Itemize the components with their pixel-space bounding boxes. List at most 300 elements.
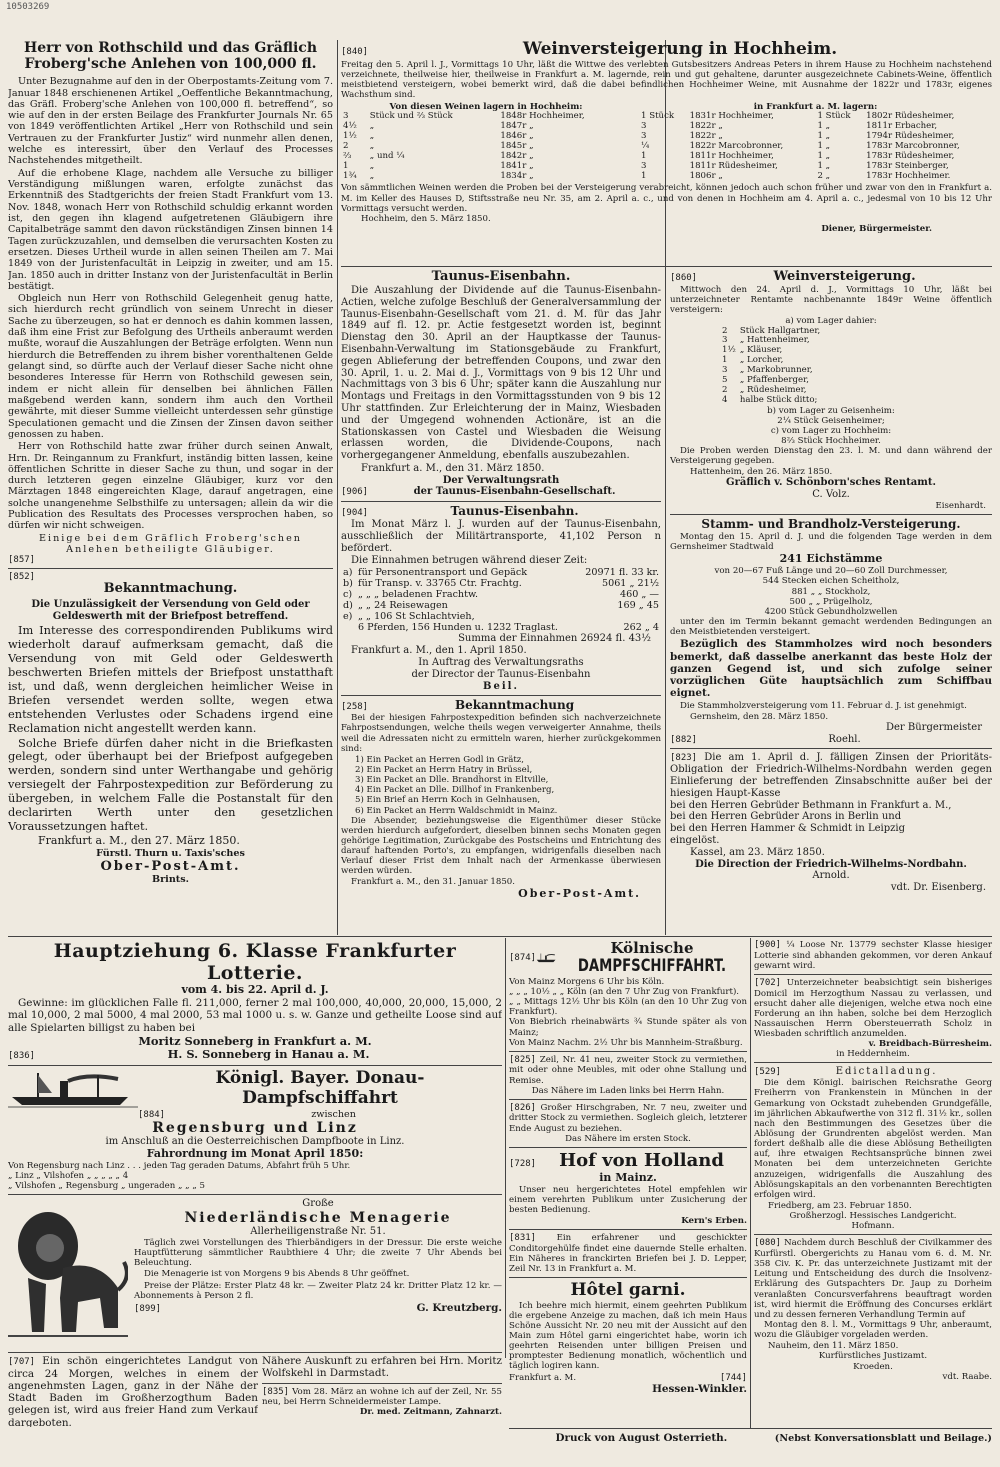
qty: ¼ xyxy=(641,140,650,151)
table-row xyxy=(341,162,631,172)
nordbahn-signature: vdt. Dr. Eisenberg. xyxy=(890,882,986,894)
wine: 1802r Rüdesheimer, xyxy=(866,111,955,122)
nauheim-signature: vdt. Raabe. xyxy=(942,1371,992,1382)
qty: 1 xyxy=(641,150,647,161)
menagerie-address: Allerheiligenstraße Nr. 51. xyxy=(250,1226,386,1238)
bekanntmachung2-body xyxy=(341,713,661,754)
landgut-info-text: Nähere Auskunft zu erfahren bei Hrn. Moritz Wolfskehl in Darmstadt. xyxy=(262,1355,502,1380)
bekanntmachung-body xyxy=(8,624,333,834)
table-row xyxy=(341,611,661,622)
garni-body xyxy=(509,1301,747,1372)
separator xyxy=(670,748,992,749)
rothschild-signature: Anlehen betheiligte Gläubiger. xyxy=(66,544,275,555)
holz-paragraph: Bezüglich des Stammholzes wird noch besonders bemerkt, daß dasselbe anerkannt das beste Holz der ganzen Gegend ist, und sich zufolge seiner vorzüglichen Güte hauptsächlich zum Schiffbau eignet. xyxy=(670,638,992,700)
rothschild-signature: Einige bei dem Gräflich Froberg'schen xyxy=(39,532,302,544)
wine: 1811r Rüdesheimer, xyxy=(689,160,778,171)
menagerie-paragraph: Täglich zwei Vorstellungen des Thierbändigers in der Dressur. Die erste weiche Hauptfütterung sämmtlicher Raubthiere 4 Uhr; die zweite 7 Uhr Abends bei Beleuchtung. xyxy=(134,1237,502,1269)
ad-number: [823] xyxy=(670,753,698,764)
cell: für Transp. v. 33765 Ctr. Frachtg. xyxy=(358,578,522,590)
wine: 1783r Rüdesheimer, xyxy=(866,150,955,161)
menagerie-body xyxy=(134,1269,502,1279)
zeil-info: Das Nähere im Laden links bei Herrn Hahn. xyxy=(531,1085,725,1096)
nauheim-body xyxy=(754,1238,992,1320)
column-3 xyxy=(670,270,992,935)
taunus2-date: Frankfurt a. M., den 1. April 1850. xyxy=(351,645,527,657)
taunus2-paragraph: Im Monat März l. J. wurden auf der Taunus-Eisenbahn, ausschließlich der Militärtransporte, 41,102 Person n befördert. xyxy=(341,519,661,554)
ad-number: [728] xyxy=(509,1158,537,1169)
ad-number: [080] xyxy=(754,1238,782,1249)
cell xyxy=(577,611,661,622)
holz-body xyxy=(670,617,992,637)
separator xyxy=(754,974,992,975)
holland-signature: Kern's Erben. xyxy=(681,1215,747,1226)
taunus-title: Taunus-Eisenbahn. xyxy=(431,270,571,284)
weinversteigerung-title: Weinversteigerung. xyxy=(773,270,916,284)
weinversteigerung-paragraph: Die Proben werden Dienstag den 23. l. M. und dann während der Versteigerung gegeben. xyxy=(670,446,992,467)
weinversteigerung-intro xyxy=(670,285,992,315)
qty: 1½ xyxy=(722,345,736,356)
holz-list xyxy=(670,566,992,617)
ad-number: [906] xyxy=(341,487,369,498)
qty: 4½ xyxy=(343,121,357,132)
qty: 2 xyxy=(343,140,349,151)
separator xyxy=(341,695,661,696)
bekanntmachung2-items xyxy=(341,755,661,816)
ad-number: [836] xyxy=(8,1051,36,1062)
lotterie-title: Hauptziehung 6. Klasse Frankfurter Lotterie. xyxy=(53,940,457,984)
donau-schedule xyxy=(8,1161,502,1191)
qty: 3 xyxy=(641,131,647,141)
cell: e) xyxy=(343,611,353,623)
garni-place: Frankfurt a. M. xyxy=(509,1372,577,1383)
holz-signature: Der Bürgermeister xyxy=(885,721,982,733)
section-rule xyxy=(509,1428,992,1429)
bekanntmachung-signature: Fürstl. Thurn u. Taxis'sches xyxy=(96,847,245,859)
loose-paragraph: ¼ Loose Nr. 13779 sechster Klasse hiesiger Lotterie sind abhanden gekommen, vor deren Ankauf gewarnt wird. xyxy=(754,940,992,971)
ad-number: [702] xyxy=(754,977,782,988)
lotterie-seller: Moritz Sonneberg in Frankfurt a. M. xyxy=(138,1033,372,1048)
bekanntmachung2-body xyxy=(341,816,661,877)
list-item: 6) Ein Packet an Herrn Waldschmidt in Mainz. xyxy=(355,805,558,816)
taunus-signature: Der Verwaltungsrath xyxy=(442,474,560,486)
bottom-right xyxy=(754,940,992,1430)
list-item: bei den Herren Hammer & Schmidt in Leipzig xyxy=(670,823,905,835)
table-row xyxy=(341,152,631,162)
holz-signature: Roehl. xyxy=(828,733,861,745)
nauheim-signature: Kroeden. xyxy=(853,1361,893,1372)
bekanntmachung-paragraph: Im Interesse des correspondirenden Publikums wird wiederholt darauf aufmerksam gemacht, daß die Versendung von mit Geld oder Geldeswerth beschwerten Briefen mittels der Briefpost unstatthaft ist, und daß, wenn dergleichen heimlicher Weise in Briefen versendet werden sollte, wegen etwa entstehenden Verlustes oder Schadens irgend eine Reclamation nicht angestellt werden kann. xyxy=(8,623,333,735)
holz-body xyxy=(670,701,992,711)
koeln-title: Kölnische xyxy=(610,940,694,957)
weinversteigerung-item: 8⅔ Stück Hochheimer. xyxy=(781,435,881,446)
wine: 1834r „ xyxy=(500,170,534,181)
lion-icon xyxy=(8,1198,128,1348)
edict-body xyxy=(754,1078,992,1200)
hirschgraben-body xyxy=(509,1103,747,1134)
ad-number: [884] xyxy=(138,1109,166,1120)
table-row xyxy=(341,172,631,182)
edict-signature: Hofmann. xyxy=(851,1221,895,1232)
nauheim-body xyxy=(754,1320,992,1340)
cell: a) xyxy=(343,567,353,579)
column-1 xyxy=(8,40,333,935)
ad-number: [874] xyxy=(509,953,537,964)
bekanntmachung-title: Bekanntmachung. xyxy=(103,581,238,597)
wine-list-frankfurt-head: in Frankfurt a. M. lagern: xyxy=(753,102,878,113)
list-item: Von Regensburg nach Linz . . . jeden Tag geraden Datums, Abfahrt früh 5 Uhr. xyxy=(8,1160,351,1171)
weinversteigerung-section-head: c) vom Lager zu Hochheim: xyxy=(770,425,892,436)
wine-auction-date: Hochheim, den 5. März 1850. xyxy=(361,213,491,224)
nordbahn-signature: Arnold. xyxy=(812,870,850,882)
list-item: Von Mainz Morgens 6 Uhr bis Köln. xyxy=(509,976,665,987)
cell: b) xyxy=(343,578,353,590)
bekanntmachung2-paragraph: Die Absender, beziehungsweise die Eigenthümer dieser Stücke werden hierdurch aufgefordert, dieselben binnen sechs Monaten gegen gehörige Legitimation, Zurückgabe des Postscheins und Entrichtung des darauf haftenden Porto's, zu empfangen, widrigenfalls dieselben nach Verlauf dieser Frist dem Inhalt nach der Armenkasse überwiesen werden würden. xyxy=(341,815,661,877)
nauheim-paragraph: Montag den 8. l. M., Vormittags 9 Uhr, anberaumt, wozu die Gläubiger vorgeladen werden. xyxy=(754,1319,992,1341)
taunus-paragraph: Die Auszahlung der Dividende auf die Taunus-Eisenbahn-Actien, welche zufolge Beschluß der Generalversammlung der Taunus-Eisenbahn-Gesellschaft vom 21. d. M. für das Jahr 1849 auf fl. 12. pr. Actie festgesetzt worden ist, beginnt Dienstag den 30. April an der Hauptkasse der Taunus-Eisenbahn-Verwaltung im Stationsgebäude zu Frankfurt, gegen Ablieferung der betreffenden Coupons, und zwar den 30. April, 1. u. 2. Mai d. J., Vormittags von 9 bis 12 Uhr und Nachmittags von 3 bis 6 Uhr; später kann die Auszahlung nur Montags und Freitags in den Vormittagsstunden von 9 bis 12 Uhr stattfinden. Zur Erleichterung der in Mainz, Wiesbaden und der Umgegend wohnenden Actionäre, ist an die Stationskassen von Castel und Wiesbaden die Weisung erlassen worden, die Dividende-Coupons, nach vorhergegangener Anmeldung, ebenfalls auszubezahlen. xyxy=(341,284,661,462)
list-item: „ Linz „ Vilshofen „ „ „ „ „ 4 xyxy=(8,1170,129,1181)
qty: 1 „ xyxy=(817,140,831,151)
holland-title: Hof von Holland xyxy=(559,1149,724,1171)
qty: 1 Stück xyxy=(641,111,675,122)
ad-number: [258] xyxy=(341,702,369,713)
wine-list-frankfurt xyxy=(639,112,992,181)
list-item: 881 „ „ Stockholz, xyxy=(791,586,871,597)
bottom-left xyxy=(8,940,502,1365)
ad-number: [852] xyxy=(8,572,36,583)
table-row xyxy=(341,589,661,600)
bekanntmachung-subtitle: Die Unzulässigkeit der Versendung von Geld oder Geldeswerth mit der Briefpost betreffend. xyxy=(31,599,310,622)
wine: 1783r Hochheimer. xyxy=(866,170,951,181)
list-item: bei den Herren Gebrüder Bethmann in Frankfurt a. M., xyxy=(670,799,952,811)
ad-number: [904] xyxy=(341,508,369,519)
qty: 1¾ xyxy=(343,170,357,181)
wine-list-hochheim xyxy=(341,112,631,181)
zahnarzt-body xyxy=(262,1387,502,1408)
ad-number: [744] xyxy=(719,1372,747,1383)
separator xyxy=(8,1065,502,1066)
ad-number: [860] xyxy=(670,273,698,283)
separator xyxy=(509,1099,747,1100)
hirschgraben-paragraph: Großer Hirschgraben, Nr. 7 neu, zweiter und dritter Stock zu vermiethen. Sogleich gleich, letzterer Ende August zu beziehen. xyxy=(509,1102,747,1134)
qty: 1 xyxy=(641,170,647,181)
wine: 1783r Marcobronner, xyxy=(866,140,960,151)
taunus2-sum: Summa der Einnahmen 26924 fl. 43½ xyxy=(458,633,651,645)
wine: 1846r „ xyxy=(500,131,534,141)
table-row xyxy=(341,112,631,122)
qty: 3 xyxy=(343,111,349,122)
list-item: 3) Ein Packet an Dlle. Brandhorst in Eltville, xyxy=(355,775,549,786)
holz-date: Gernsheim, den 28. März 1850. xyxy=(690,711,829,722)
ad-number: [529] xyxy=(754,1067,782,1078)
landgut-body xyxy=(8,1355,258,1427)
wine: „ Markobrunner, xyxy=(739,365,813,375)
heddernheim-body xyxy=(754,978,992,1039)
table-row xyxy=(341,132,631,142)
holz-bold-note xyxy=(670,638,992,699)
holz-paragraph: Die Stammholzversteigerung vom 11. Februar d. J. ist genehmigt. xyxy=(680,700,967,711)
donau-subtitle: im Anschluß an die Oesterreichischen Dampfboote in Linz. xyxy=(105,1136,405,1148)
qty: 1 „ xyxy=(817,150,831,161)
cell: 460 „ — xyxy=(620,589,659,601)
donau-route: Regensburg und Linz xyxy=(152,1119,358,1136)
qty: 5 xyxy=(722,374,728,385)
nordbahn-body xyxy=(670,752,992,799)
taunus2-body xyxy=(341,519,661,554)
wine: „ Lorcher, xyxy=(739,355,784,366)
wine: 1848r Hochheimer, xyxy=(500,111,585,122)
donau-zwischen: zwischen xyxy=(311,1108,356,1120)
list-item: „ „ „ 10½ „ „ Köln (an den 7 Uhr Zug von Frankfurt). xyxy=(509,986,740,997)
heddernheim-signature: v. Breidbach-Bürresheim. xyxy=(868,1039,992,1050)
list-item: 2) Ein Packet an Herrn Hatry in Brüssel, xyxy=(355,764,533,775)
edict-title: Edictalladung. xyxy=(835,1066,938,1078)
edict-paragraph: Die dem Königl. bairischen Reichsrathe Georg Freiherrn von Frankenstein in München in der Gemarkung von Ockstadt zuhebenden Grundgefälle, im jährlichen Abkaufwerthe von 312 fl. 31½ kr., sollen nach den Bestimmungen des Gesetzes über die Ablösung der Grundrenten abgelöst werden. Man fordert deßhalb alle die diese Ablösung Betheiligten auf, ihre etwaigen Rechtsansprüche binnen zwei Monaten bei dem unterzeichneten Gerichte anzuzeigen, widrigenfalls die Auszahlung des Ablösungskapitals an den vorbenannten Berechtigten erfolgen wird. xyxy=(754,1078,992,1200)
qty: 2 „ xyxy=(817,170,831,181)
bottom-middle xyxy=(509,940,747,1430)
garni-title: Hôtel garni. xyxy=(570,1280,686,1301)
wine: „ Pfaffenberger, xyxy=(739,374,809,385)
cell: für Personentransport und Gepäck xyxy=(358,567,528,579)
garni-paragraph: Ich beehre mich hiermit, einem geehrten Publikum die ergebene Anzeige zu machen, daß ich mein Haus Schöne Aussicht Nr. 20 neu mit der Aussicht auf den Main zum Hôtel garni eingerichtet habe, worin ich geehrten Reisenden unter billigen Preisen und promptester Bedienung monatlich, wöchentlich und täglich logiren kann. xyxy=(509,1300,747,1372)
supplement-note: (Nebst Konversationsblatt und Beilage.) xyxy=(774,1433,992,1444)
menagerie-paragraph: Die Menagerie ist von Morgens 9 bis Abends 8 Uhr geöffnet. xyxy=(144,1269,410,1280)
section-rule xyxy=(8,1352,502,1353)
separator xyxy=(8,568,333,569)
qty: 3 xyxy=(641,160,647,171)
cell: c) xyxy=(343,589,353,601)
menagerie-signature: G. Kreutzberg. xyxy=(416,1301,502,1314)
heddernheim-signature: in Heddernheim. xyxy=(836,1049,910,1060)
cell: 20971 fl. 33 kr. xyxy=(585,567,659,579)
conditor-paragraph: Ein erfahrener und geschickter Conditorgehülfe findet eine dauernde Stelle erhalten. Ein Näheres in franckirten Briefen bei J. D. Lepper, Zeil Nr. 13 in Frankfurt a. M. xyxy=(509,1233,747,1274)
lotterie-dates: vom 4. bis 22. April d. J. xyxy=(181,983,329,996)
menagerie-title: Niederländische Menagerie xyxy=(184,1210,452,1227)
zeil-paragraph: Zeil, Nr. 41 neu, zweiter Stock zu vermiethen, mit oder ohne Meubles, mit oder ohne Stallung und Remise. xyxy=(509,1054,747,1086)
wine: 1842r „ xyxy=(500,150,534,161)
steamship-icon xyxy=(536,943,557,973)
qty: 3 xyxy=(641,121,647,132)
wine: 1847r „ xyxy=(500,121,534,132)
taunus-signature: der Taunus-Eisenbahn-Gesellschaft. xyxy=(413,486,616,498)
bekanntmachung-paragraph: Solche Briefe dürfen daher nicht in die Briefkasten gelegt, oder überhaupt bei der Briefpost aufgegeben werden, sondern sind unter Werthangabe und gehörig versiegelt der Fahrpostexpedition zur Beförderung zu übergeben, in welchem Falle die Postanstalt für den declarirten Werth unter den gesetzlichen Voraussetzungen haftet. xyxy=(8,735,333,833)
ad-number: [825] xyxy=(509,1054,537,1065)
cell: „ „ 106 St Schlachtvieh, xyxy=(358,611,475,623)
wine: halbe Stück ditto; xyxy=(739,394,818,405)
nauheim-paragraph: Nachdem durch Beschluß der Civilkammer des Kurfürstl. Obergerichts zu Hanau vom 6. d. M. Nr. 358 Civ. K. Pr. das unterzeichnete Justizamt mit der Leitung und Entscheidung des durch die Insolvenz-Erklärung des Gutspachters Dr. Jaup zu Dorheim veranlaßten Concursverfahrens beauftragt worden ist, wird hiermit die Eröffnung des Concurses erklärt und zu dessen ferneren Verhandlung Termin auf xyxy=(754,1238,992,1320)
wine: „ Kläuser, xyxy=(739,345,783,356)
wine-auction-footer: Von sämmtlichen Weinen werden die Proben bei der Versteigerung verabreicht, können jedoch auch schon früher und zwar von den in Frankfurt a. M. im Keller des Hauses D, Stiftsstraße neu Nr. 35, am 2. April a. c., und von denen in Hochheim am 4. April a. c., jedesmal von 10 bis 12 Uhr Vormittags versucht werden. xyxy=(341,183,992,214)
wine: „ Hattenheimer, xyxy=(739,335,810,346)
nauheim-date: Nauheim, den 11. März 1850. xyxy=(768,1341,899,1352)
wine: 1806r „ xyxy=(689,170,723,181)
rothschild-paragraph: Unter Bezugnahme auf den in der Oberpostamts-Zeitung vom 7. Januar 1848 erschienenen Artikel „Oeffentliche Bekanntmachung, das Gräfl. Froberg'sche Anlehen von 100,000 fl. betreffend“, so wie auf den in der ersten Beilage des Frankfurter Journals Nr. 65 von 1849 veröffentlichten Artikel „Herr von Rothschild und sein Vertrauen zu der Frankfurter Justiz“ wird nunmehr allen denen, welche es interessirt, über den Verlauf des Processes Nachstehendes mitgetheilt. xyxy=(8,76,333,167)
qty: 1 xyxy=(343,160,349,171)
menagerie-title: Große xyxy=(302,1198,334,1210)
printer-imprint: Druck von August Osterrieth. xyxy=(555,1432,728,1444)
wine: „ Rüdesheimer, xyxy=(739,384,807,395)
ad-number: [835] xyxy=(262,1386,290,1397)
cell: 5061 „ 21½ xyxy=(602,578,659,590)
taunus-body xyxy=(341,285,661,462)
list-item: Von Biebrich rheinabwärts ¾ Stunde später als von Mainz; xyxy=(509,1017,747,1038)
list-item: 4200 Stück Gebundholzwellen xyxy=(764,606,898,617)
unit: „ xyxy=(369,140,375,151)
landgut-info xyxy=(262,1355,502,1427)
separator xyxy=(8,1194,502,1195)
unit: Stück und ⅔ Stück xyxy=(369,111,453,122)
column-rule xyxy=(337,40,338,935)
ad-number: [707] xyxy=(8,1357,36,1367)
hirschgraben-info: Das Nähere im ersten Stock. xyxy=(565,1133,691,1144)
rothschild-title: Herr von Rothschild und das Gräflich Froberg'sche Anlehen von 100,000 fl. xyxy=(23,40,318,73)
holland-body xyxy=(509,1185,747,1215)
taunus2-signature: Beil. xyxy=(483,680,519,692)
ad-number: [826] xyxy=(509,1102,537,1113)
section-rule xyxy=(8,936,992,937)
menagerie-paragraph: Preise der Plätze: Erster Platz 48 kr. — Zweiter Platz 24 kr. Dritter Platz 12 kr. — Abonnements à Person 2 fl. xyxy=(134,1280,502,1301)
edict-date: Friedberg, am 23. Februar 1850. xyxy=(768,1200,912,1211)
ad-number: [831] xyxy=(509,1233,537,1244)
steamship-icon xyxy=(8,1069,138,1109)
qty: 2 xyxy=(722,325,728,336)
cell: 6 Pferden, 156 Hunden u. 1232 Traglast. xyxy=(358,622,558,634)
table-row xyxy=(341,567,661,578)
qty: 1 „ xyxy=(817,121,831,132)
cell xyxy=(341,622,356,633)
nordbahn-date: Kassel, am 23. März 1850. xyxy=(690,846,825,858)
weinversteigerung-date: Hattenheim, den 26. März 1850. xyxy=(690,467,833,478)
unit: „ und ¼ xyxy=(369,150,405,161)
ad-number: [882] xyxy=(670,734,698,745)
separator xyxy=(754,1062,992,1063)
holland-subtitle: in Mainz. xyxy=(599,1170,657,1184)
wine: 1841r „ xyxy=(500,160,534,171)
list-item: 544 Stecken eichen Scheitholz, xyxy=(762,576,900,587)
wine: 1822r „ xyxy=(689,131,723,141)
landgut-paragraph: Ein schön eingerichtetes Landgut von circa 24 Morgen, welches in einem der angenehmsten Lagen, ganz in der Nähe der Stadt Baden im Großherzogthum Baden gelegen ist, wird aus freier Hand zum Verkauf dargeboten. xyxy=(8,1355,258,1427)
wine-list-hochheim-head: Von diesen Weinen lagern in Hochheim: xyxy=(389,102,583,113)
column-rule xyxy=(505,938,506,1358)
nordbahn-signature: Die Direction der Friedrich-Wilhelms-Nordbahn. xyxy=(695,858,967,870)
holland-paragraph: Unser neu hergerichtetes Hotel empfehlen wir einem verehrten Publikum unter Zusicherung der besten Bedienung. xyxy=(509,1184,747,1215)
nordbahn-list xyxy=(670,800,992,835)
qty: 1 Stück xyxy=(817,111,851,122)
bekanntmachung2-date: Frankfurt a. M., den 31. Januar 1850. xyxy=(351,877,515,888)
qty: 1 „ xyxy=(817,160,831,171)
footer xyxy=(8,1432,992,1456)
loose-body xyxy=(754,940,992,971)
bekanntmachung-signature: Ober-Post-Amt. xyxy=(100,859,241,875)
weinversteigerung-signature: Gräflich v. Schönborn'sches Rentamt. xyxy=(726,477,936,489)
list-item: 4) Ein Packet an Dlle. Dillhof in Frankenberg, xyxy=(355,785,555,796)
list-item: 1) Ein Packet an Herren Godl in Grätz, xyxy=(355,754,525,765)
unit: „ xyxy=(369,131,375,141)
list-item: 500 „ „ Prügelholz, xyxy=(789,596,873,607)
cell: 262 „ 4 xyxy=(623,622,659,634)
wine-auction-intro: Freitag den 5. April l. J., Vormittags 10 Uhr, läßt die Wittwe des verlebten Gutsbesitzers Andreas Peters in ihrem Hause zu Hochheim nachstehend verzeichnete, theilweise hier, theilweise in Frankfurt a. M. lagernde, rein und gut gehaltene, darunter ausgezeichnete Cabinets-Weine, öffentlich meistbietend versteigern, wobei bemerkt wird, daß die dabei befindlichen Hochheimer Weine, mit Ausnahme der 1822r und 1783r, eigenes Wachsthum sind. xyxy=(341,59,992,100)
zeil-body xyxy=(509,1055,747,1086)
weinversteigerung-footer xyxy=(670,446,992,466)
donau-schedule-title: Fahrordnung im Monat April 1850: xyxy=(146,1146,364,1160)
separator xyxy=(670,514,992,515)
qty: 1½ xyxy=(343,131,357,141)
table-row xyxy=(341,600,661,611)
taunus2-title: Taunus-Eisenbahn. xyxy=(450,504,579,519)
separator xyxy=(262,1383,502,1384)
heddernheim-paragraph: Unterzeichneter beabsichtigt sein bisheriges Domicil im Herzogthum Nassau zu verlassen, und ersucht daher alle diejenigen, welche etwa noch eine Forderung an ihn haben, solche bei dem Herzoglich Nassauischen Herrn Obersteuerrath Scholz in Wiesbaden schriftlich anzumelden. xyxy=(754,977,992,1040)
wine: 1811r Erbacher, xyxy=(866,121,938,132)
wine: 1845r „ xyxy=(500,140,534,151)
nordbahn-paragraph: Die am 1. April d. J. fälligen Zinsen der Prioritäts-Obligation der Friedrich-Wilhelms-Nordbahn werden gegen Einlieferung der betreffenden Zinsabschnitte außer bei der hiesigen Haupt-Kasse xyxy=(670,752,992,799)
wine: 1831r Hochheimer, xyxy=(689,111,774,122)
holz-title: Stamm- und Brandholz-Versteigerung. xyxy=(701,517,961,532)
nordbahn-body: eingelöst. xyxy=(670,835,720,847)
menagerie-body xyxy=(134,1238,502,1268)
ad-number: [900] xyxy=(754,940,782,950)
rothschild-paragraph: Herr von Rothschild hatte zwar früher durch seinen Anwalt, Hrn. Dr. Reingannum zu Frankfurt, inständig bitten lassen, keine öffentlichen Schritte in dieser Sache zu thun, und sogar in der durch letzteren gegen einzelne Gläubiger, kurz vor den Märztagen 1848 eingereichten Klage, darauf angetragen, eine solche unangenehme Selbsthilfe zu untersagen; allein da wir die Publication des Resultats des Processes versprochen haben, so dürfen wir nicht schweigen. xyxy=(8,441,333,532)
unit: „ xyxy=(369,170,375,181)
table-row xyxy=(341,622,661,633)
conditor-body xyxy=(509,1233,747,1274)
bekanntmachung-signature: Brints. xyxy=(152,874,189,886)
holz-paragraph: Montag den 15. April d. J. und die folgenden Tage werden in dem Gernsheimer Stadtwald xyxy=(670,532,992,553)
qty: 2 xyxy=(722,384,728,395)
taunus2-signature: In Auftrag des Verwaltungsraths xyxy=(418,657,584,669)
list-item: Von Mainz Nachm. 2½ Uhr bis Mannheim-Straßburg. xyxy=(509,1037,743,1048)
edict-signature: Großherzogl. Hessisches Landgericht. xyxy=(789,1211,957,1222)
weinversteigerung-section-head: a) vom Lager dahier: xyxy=(785,316,877,327)
rothschild-paragraph: Obgleich nun Herr von Rothschild Gelegenheit genug hatte, sich hierdurch recht gründlich von seinem Unrecht in dieser Sache zu überzeugen, so hat er dennoch es dahin kommen lassen, daß ihm eine Frist zur Befolgung des Urtheils anberaumt werden mußte, worauf die Auszahlungen der Beträge erfolgten. Wenn nun hierdurch die Betreffenden zu ihrem bisher vorenthaltenen Gelde gelangt sind, so dürfte auch der Verlauf dieser Sache nicht ohne besonderes Interesse für Herrn von Rothschild gewesen sein, indem er nicht allein für denselben bei ähnlichen Fällen maßgebend werden kann, sondern ihm auch den Vortheil gewährte, mit dieser Summe vielleicht unterdessen sehr günstige Speculationen gemacht und die Zinsen der Zinsen davon seither genossen zu haben. xyxy=(8,293,333,440)
wine: 1822r Marcobronner, xyxy=(689,140,784,151)
separator xyxy=(509,1277,747,1278)
donau-title: Königl. Bayer. Donau-Dampfschiffahrt xyxy=(215,1068,425,1108)
section-rule xyxy=(341,266,992,267)
koeln-schedule xyxy=(509,977,747,1048)
wine: 1783r Steinberger, xyxy=(866,160,949,171)
column-rule xyxy=(750,938,751,1428)
weinversteigerung-paragraph: Mittwoch den 24. April d. J., Vormittags 10 Uhr, läßt bei unterzeichneter Rentamte nachbenannte 1849r Weine öffentlich versteigern: xyxy=(670,284,992,316)
separator xyxy=(509,1229,747,1230)
bekanntmachung2-paragraph: Bei der hiesigen Fahrpostexpedition befinden sich nachverzeichnete Fahrpostsendungen, welche theils wegen verweigerter Annahme, theils weil die Adressaten nicht zu ermitteln waren, hierher zurückgekommen sind: xyxy=(341,713,661,754)
bekanntmachung2-signature: Ober-Post-Amt. xyxy=(518,886,641,900)
ad-number: [857] xyxy=(8,555,36,566)
unit: „ xyxy=(369,121,375,132)
weinversteigerung-signature: Eisenhardt. xyxy=(935,501,986,512)
zahnarzt-paragraph: Vom 28. März an wohne ich auf der Zeil, Nr. 55 neu, bei Herrn Schneidermeister Lampe. xyxy=(262,1386,502,1408)
bekanntmachung-date: Frankfurt a. M., den 27. März 1850. xyxy=(38,833,240,847)
wine: 1794r Rüdesheimer, xyxy=(866,131,955,141)
separator xyxy=(509,1051,747,1052)
cell: „ „ „ beladenen Frachtw. xyxy=(358,589,479,601)
list-item: 5) Ein Brief an Herrn Koch in Gelnhausen, xyxy=(355,795,541,806)
lotterie-seller: H. S. Sonneberg in Hanau a. M. xyxy=(167,1047,370,1062)
qty: 3 xyxy=(722,335,728,346)
ad-number: [840] xyxy=(341,47,369,57)
list-item: bei den Herren Gebrüder Arons in Berlin und xyxy=(670,811,902,823)
ad-number: [899] xyxy=(134,1303,162,1314)
holz-big: 241 Eichstämme xyxy=(779,552,883,566)
separator xyxy=(754,1234,992,1235)
menagerie-prices xyxy=(134,1281,502,1301)
qty: 3 xyxy=(722,365,728,375)
holz-paragraph: unter den im Termin bekannt gemacht werdenden Bedingungen an den Meistbietenden versteigert. xyxy=(670,616,992,638)
taunus-date: Frankfurt a. M., den 31. März 1850. xyxy=(361,462,545,474)
lotterie-body xyxy=(8,997,502,1034)
cell: 169 „ 45 xyxy=(617,600,659,612)
list-item: „ „ Mittags 12½ Uhr bis Köln (an den 10 Uhr Zug von Frankfurt). xyxy=(509,997,747,1018)
weinversteigerung-section-head: b) vom Lager zu Geisenheim: xyxy=(767,405,895,416)
table-row xyxy=(341,122,631,132)
